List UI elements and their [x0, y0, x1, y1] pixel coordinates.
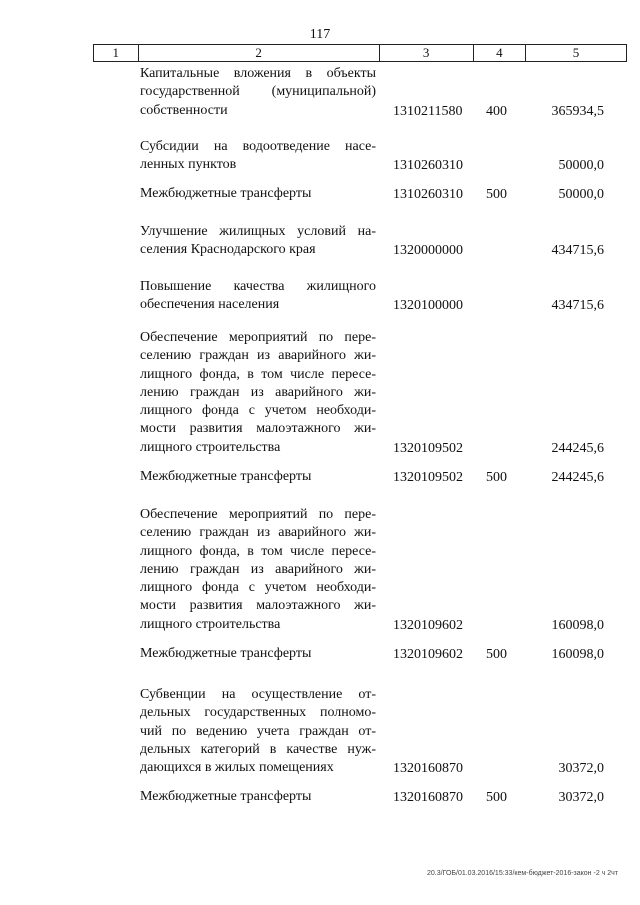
description-line: селению граждан из аварийного жи- — [140, 348, 376, 364]
description-line: государственной (муниципальной) — [140, 84, 376, 100]
description-line: Капитальные вложения в объекты — [140, 66, 376, 81]
description-line: Обеспечение мероприятий по пере- — [140, 330, 376, 345]
row-code: 1320109502 — [393, 440, 463, 456]
description-line: лищного фонда с учетом необходи- — [140, 580, 376, 596]
description-line: мости развития малоэтажного жи- — [140, 598, 376, 614]
row-code: 1310260310 — [393, 158, 463, 174]
column-header-1: 1 — [94, 45, 139, 62]
row-description — [140, 223, 376, 260]
column-header-row — [93, 44, 627, 62]
row-amount: 365934,5 — [551, 103, 604, 119]
description-line: ленных пунктов — [140, 157, 237, 173]
description-line: Повышение качества жилищного — [140, 279, 376, 294]
row-expense-type: 500 — [486, 647, 507, 662]
description-line: лищного фонда, в том числе пересе- — [140, 366, 376, 382]
row-description — [140, 468, 376, 486]
footer-stamp: 20.3/ГОБ/01.03.2016/15:33/кем-бюджет-2016-закон -2 ч 2чт — [427, 870, 618, 877]
description-line: селению граждан из аварийного жи- — [140, 525, 376, 541]
row-expense-type: 500 — [486, 790, 507, 805]
row-description — [140, 278, 376, 315]
row-amount: 434715,6 — [551, 243, 604, 259]
page-number: 117 — [309, 27, 331, 42]
description-line: селения Краснодарского края — [140, 242, 316, 258]
description-line: лению граждан из аварийного жи- — [140, 384, 376, 400]
row-code: 1310211580 — [393, 103, 463, 119]
row-expense-type: 400 — [486, 103, 507, 119]
description-line: дающихся в жилых помещениях — [140, 760, 334, 776]
row-code: 1310260310 — [393, 187, 463, 202]
row-amount: 244245,6 — [551, 470, 604, 485]
column-header-5: 5 — [526, 45, 627, 62]
column-header-4: 4 — [473, 45, 525, 62]
row-description — [140, 65, 376, 120]
description-line: лищного фонда, в том числе пересе- — [140, 543, 376, 559]
row-expense-type: 500 — [486, 187, 507, 202]
description-line: Субвенции на осуществление от- — [140, 687, 376, 702]
row-description — [140, 788, 376, 806]
row-description — [140, 329, 376, 457]
row-amount: 30372,0 — [558, 761, 604, 777]
description-line: Межбюджетные трансферты — [140, 469, 312, 484]
row-description — [140, 686, 376, 777]
row-description — [140, 138, 376, 175]
description-line: Межбюджетные трансферты — [140, 186, 312, 201]
row-expense-type: 500 — [486, 470, 507, 485]
row-code: 1320109602 — [393, 647, 463, 662]
row-code: 1320000000 — [393, 243, 463, 259]
column-header-2: 2 — [138, 45, 379, 62]
description-line: Улучшение жилищных условий на- — [140, 224, 376, 239]
description-line: лению граждан из аварийного жи- — [140, 561, 376, 577]
row-amount: 244245,6 — [551, 440, 604, 456]
description-line: дельных категорий в качестве нуж- — [140, 741, 376, 757]
row-amount: 160098,0 — [551, 617, 604, 633]
row-code: 1320160870 — [393, 761, 463, 777]
row-code: 1320160870 — [393, 790, 463, 805]
description-line: обеспечения населения — [140, 297, 280, 313]
description-line: собственности — [140, 102, 228, 118]
description-line: Межбюджетные трансферты — [140, 646, 312, 661]
row-amount: 30372,0 — [558, 790, 604, 805]
description-line: лищного фонда с учетом необходи- — [140, 403, 376, 419]
description-line: чий по ведению учета граждан от- — [140, 723, 376, 739]
row-code: 1320100000 — [393, 298, 463, 314]
row-description — [140, 645, 376, 663]
row-amount: 50000,0 — [558, 187, 604, 202]
row-amount: 434715,6 — [551, 298, 604, 314]
description-line: лищного строительства — [140, 439, 281, 455]
row-description — [140, 506, 376, 634]
description-line: лищного строительства — [140, 616, 281, 632]
row-code: 1320109602 — [393, 617, 463, 633]
row-code: 1320109502 — [393, 470, 463, 485]
description-line: дельных государственных полномо- — [140, 705, 376, 721]
description-line: Обеспечение мероприятий по пере- — [140, 507, 376, 522]
row-amount: 160098,0 — [551, 647, 604, 662]
description-line: Межбюджетные трансферты — [140, 789, 312, 804]
row-amount: 50000,0 — [558, 158, 604, 174]
description-line: мости развития малоэтажного жи- — [140, 421, 376, 437]
column-header-3: 3 — [379, 45, 473, 62]
row-description — [140, 185, 376, 203]
description-line: Субсидии на водоотведение насе- — [140, 139, 376, 154]
